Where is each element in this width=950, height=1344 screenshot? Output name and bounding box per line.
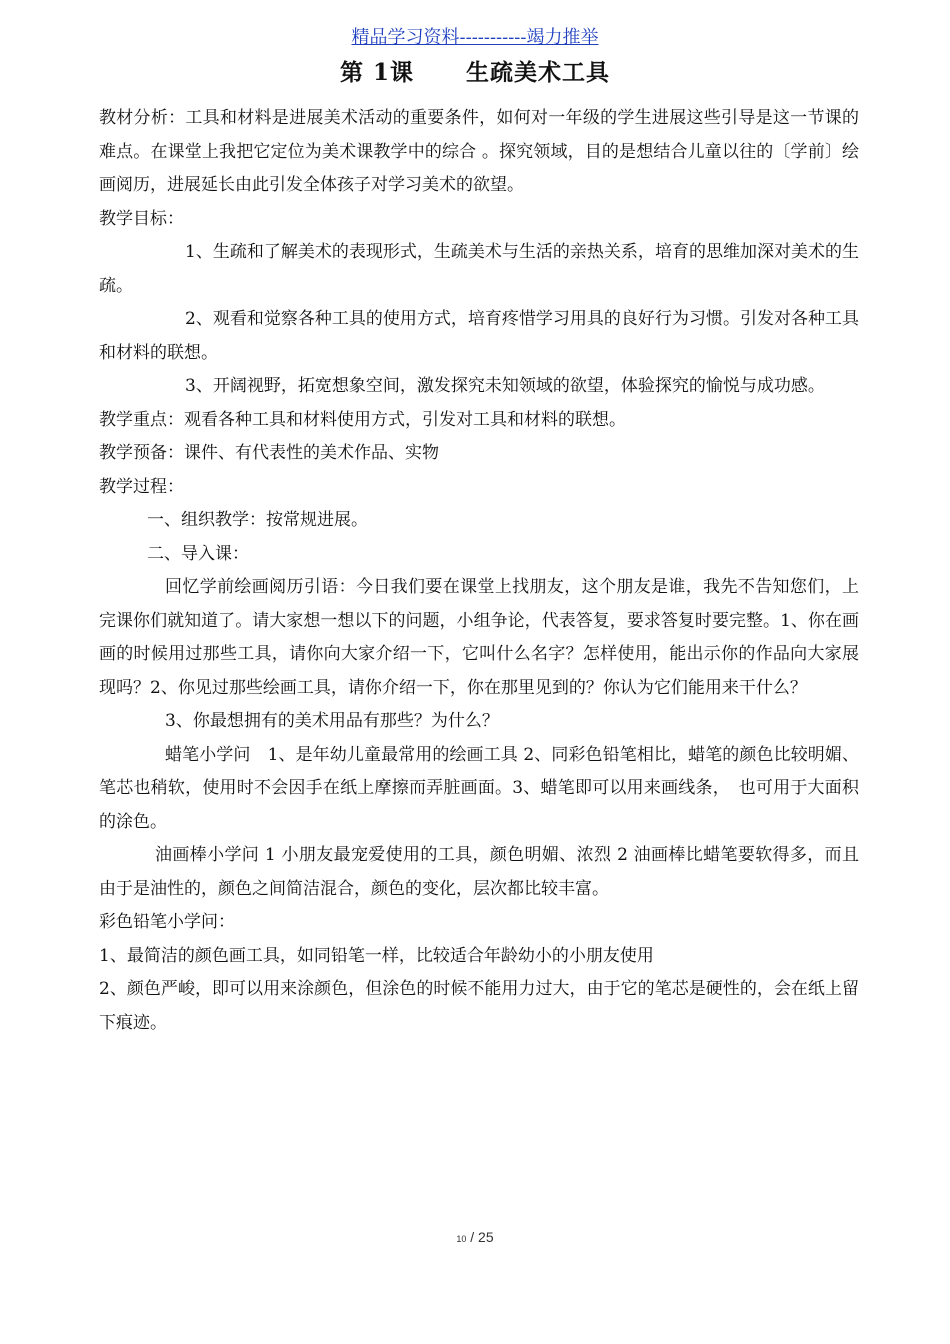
header-recommend-link[interactable] [0, 26, 950, 50]
objective-3: 3、开阔视野，拓宽想象空间，激发探究未知领域的欲望，体验探究的愉悦与成功感。 [185, 376, 825, 396]
lesson-name: 生疏美术工具 [466, 59, 610, 86]
objectives-heading: 教学目标： [99, 208, 184, 229]
process-step-2: 二、导入课： [147, 543, 249, 564]
analysis-paragraph: 教材分析：工具和材料是进展美术活动的重要条件，如何对一年级的学生进展这些引导是这一节课的难点。在课堂上我把它定位为美术课教学中的综合 。探究领域，目的是想结合儿童以往的〔学前〕绘画阅历，进展延长由此引发全体孩子对学习美术的欲望。 [99, 108, 859, 195]
current-page: 10 [456, 1234, 467, 1244]
colored-pencil-item-2: 2、颜色严峻，即可以用来涂颜色，但涂色的时候不能用力过大，由于它的笔芯是硬性的，会在纸上留下痕迹。 [99, 979, 859, 1033]
process-step-1: 一、组织教学：按常规进展。 [147, 510, 368, 530]
page-number [0, 1229, 950, 1245]
colored-pencil-heading: 彩色铅笔小学问： [99, 912, 235, 932]
colored-pencil-item-1: 1、最简洁的颜色画工具，如同铅笔一样，比较适合年龄幼小的小朋友使用 [99, 945, 654, 966]
intro-paragraph: 回忆学前绘画阅历引语：今日我们要在课堂上找朋友，这个朋友是谁，我先不告知您们，上完课你们就知道了。请大家想一想以下的问题，小组争论，代表答复，要求答复时要完整。1、你在画画的时候用过那些工具，请你向大家介绍一下，它叫什么名字？怎样使用，能出示你的作品向大家展现吗？2、你见过那些绘画工具，请你介绍一下，你在那里见到的？你认为它们能用来干什么？ [99, 577, 859, 698]
header-link-text[interactable]: 精品学习资料-----------竭力推举 [351, 27, 599, 48]
lesson-number: 第 1课 [339, 59, 414, 86]
document-body [99, 102, 859, 1040]
question-3: 3、你最想拥有的美术用品有那些？为什么？ [165, 711, 499, 731]
oil-pastel-knowledge: 油画棒小学问 1 小朋友最宠爱使用的工具，颜色明媚、浓烈 2 油画棒比蜡笔要软得多，而且由于是油性的，颜色之间简洁混合，颜色的变化，层次都比较丰富。 [99, 845, 859, 899]
page-separator: / [470, 1229, 475, 1245]
preparation: 教学预备：课件、有代表性的美术作品、实物 [99, 443, 439, 463]
process-heading: 教学过程： [99, 476, 184, 497]
lesson-title [0, 58, 950, 88]
objective-2: 2、观看和觉察各种工具的使用方式，培育疼惜学习用具的良好行为习惯。引发对各种工具和材料的联想。 [99, 309, 859, 363]
crayon-knowledge: 蜡笔小学问 1、是年幼儿童最常用的绘画工具 2、同彩色铅笔相比，蜡笔的颜色比较明媚、笔芯也稍软，使用时不会因手在纸上摩擦而弄脏画面。3、蜡笔即可以用来画线条， 也可用于大面积的涂色。 [99, 744, 859, 832]
key-points: 教学重点：观看各种工具和材料使用方式，引发对工具和材料的联想。 [99, 409, 626, 430]
total-pages: 25 [478, 1229, 494, 1245]
objective-1: 1、生疏和了解美术的表现形式，生疏美术与生活的亲热关系，培育的思维加深对美术的生疏。 [99, 242, 859, 296]
